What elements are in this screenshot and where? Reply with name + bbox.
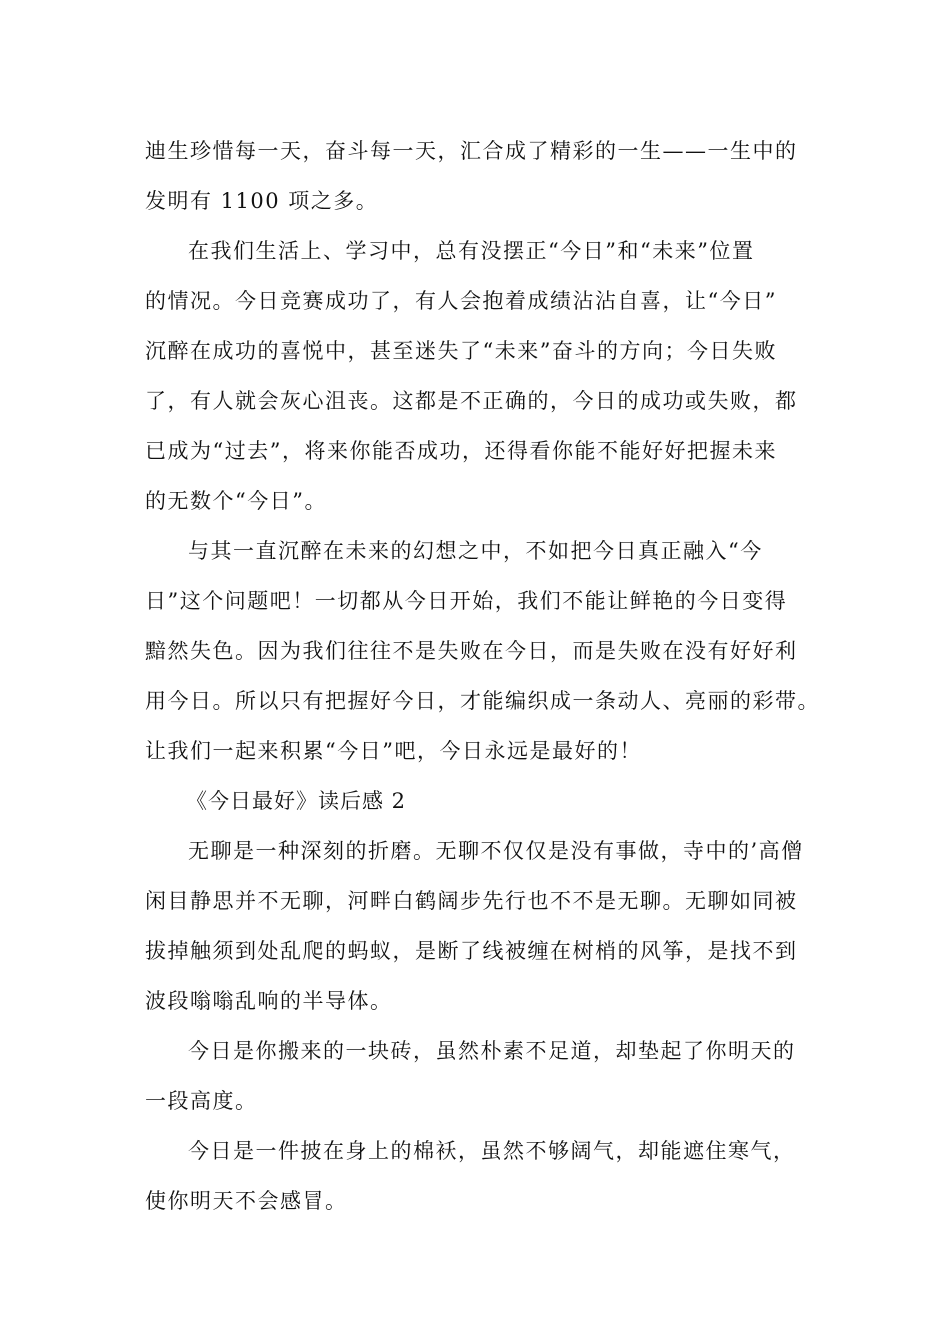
text-line: 黯然失色。因为我们往往不是失败在今日，而是失败在没有好好利: [145, 639, 798, 663]
text-line: 闲目静思并不无聊，河畔白鹤阔步先行也不不是无聊。无聊如同被: [145, 889, 798, 913]
text-line: 的无数个“今日”。: [145, 489, 327, 513]
text-line: 了，有人就会灰心沮丧。这都是不正确的，今日的成功或失败，都: [145, 389, 798, 413]
text-line: 发明有 1100 项之多。: [145, 189, 379, 213]
text-line: 今日是一件披在身上的棉袄，虽然不够阔气，却能遮住寒气，: [188, 1139, 796, 1163]
text-line: 与其一直沉醉在未来的幻想之中，不如把今日真正融入“今: [188, 539, 763, 563]
section-heading: 《今日最好》读后感 2: [186, 789, 407, 813]
text-line: 让我们一起来积累“今日”吧，今日永远是最好的！: [145, 739, 642, 763]
text-line: 沉醉在成功的喜悦中，甚至迷失了“未来”奋斗的方向；今日失败: [145, 339, 777, 363]
text-line: 使你明天不会感冒。: [145, 1189, 348, 1213]
text-line: 一段高度。: [145, 1089, 258, 1113]
text-line: 迪生珍惜每一天，奋斗每一天，汇合成了精彩的一生——一生中的: [145, 139, 798, 163]
text-line: 用今日。所以只有把握好今日，才能编织成一条动人、亮丽的彩带。: [145, 689, 820, 713]
text-line: 今日是你搬来的一块砖，虽然朴素不足道，却垫起了你明天的: [188, 1039, 796, 1063]
text-line: 已成为“过去”，将来你能否成功，还得看你能不能好好把握未来: [145, 439, 777, 463]
text-line: 无聊是一种深刻的折磨。无聊不仅仅是没有事做，寺中的’高僧: [188, 839, 804, 863]
text-line: 在我们生活上、学习中，总有没摆正“今日”和“未来”位置: [188, 239, 755, 263]
text-line: 日”这个问题吧！一切都从今日开始，我们不能让鲜艳的今日变得: [145, 589, 788, 613]
text-line: 的情况。今日竞赛成功了，有人会抱着成绩沾沾自喜，让“今日”: [145, 289, 777, 313]
text-line: 拔掉触须到处乱爬的蚂蚁，是断了线被缠在树梢的风筝，是找不到: [145, 939, 798, 963]
text-line: 波段嗡嗡乱响的半导体。: [145, 989, 393, 1013]
